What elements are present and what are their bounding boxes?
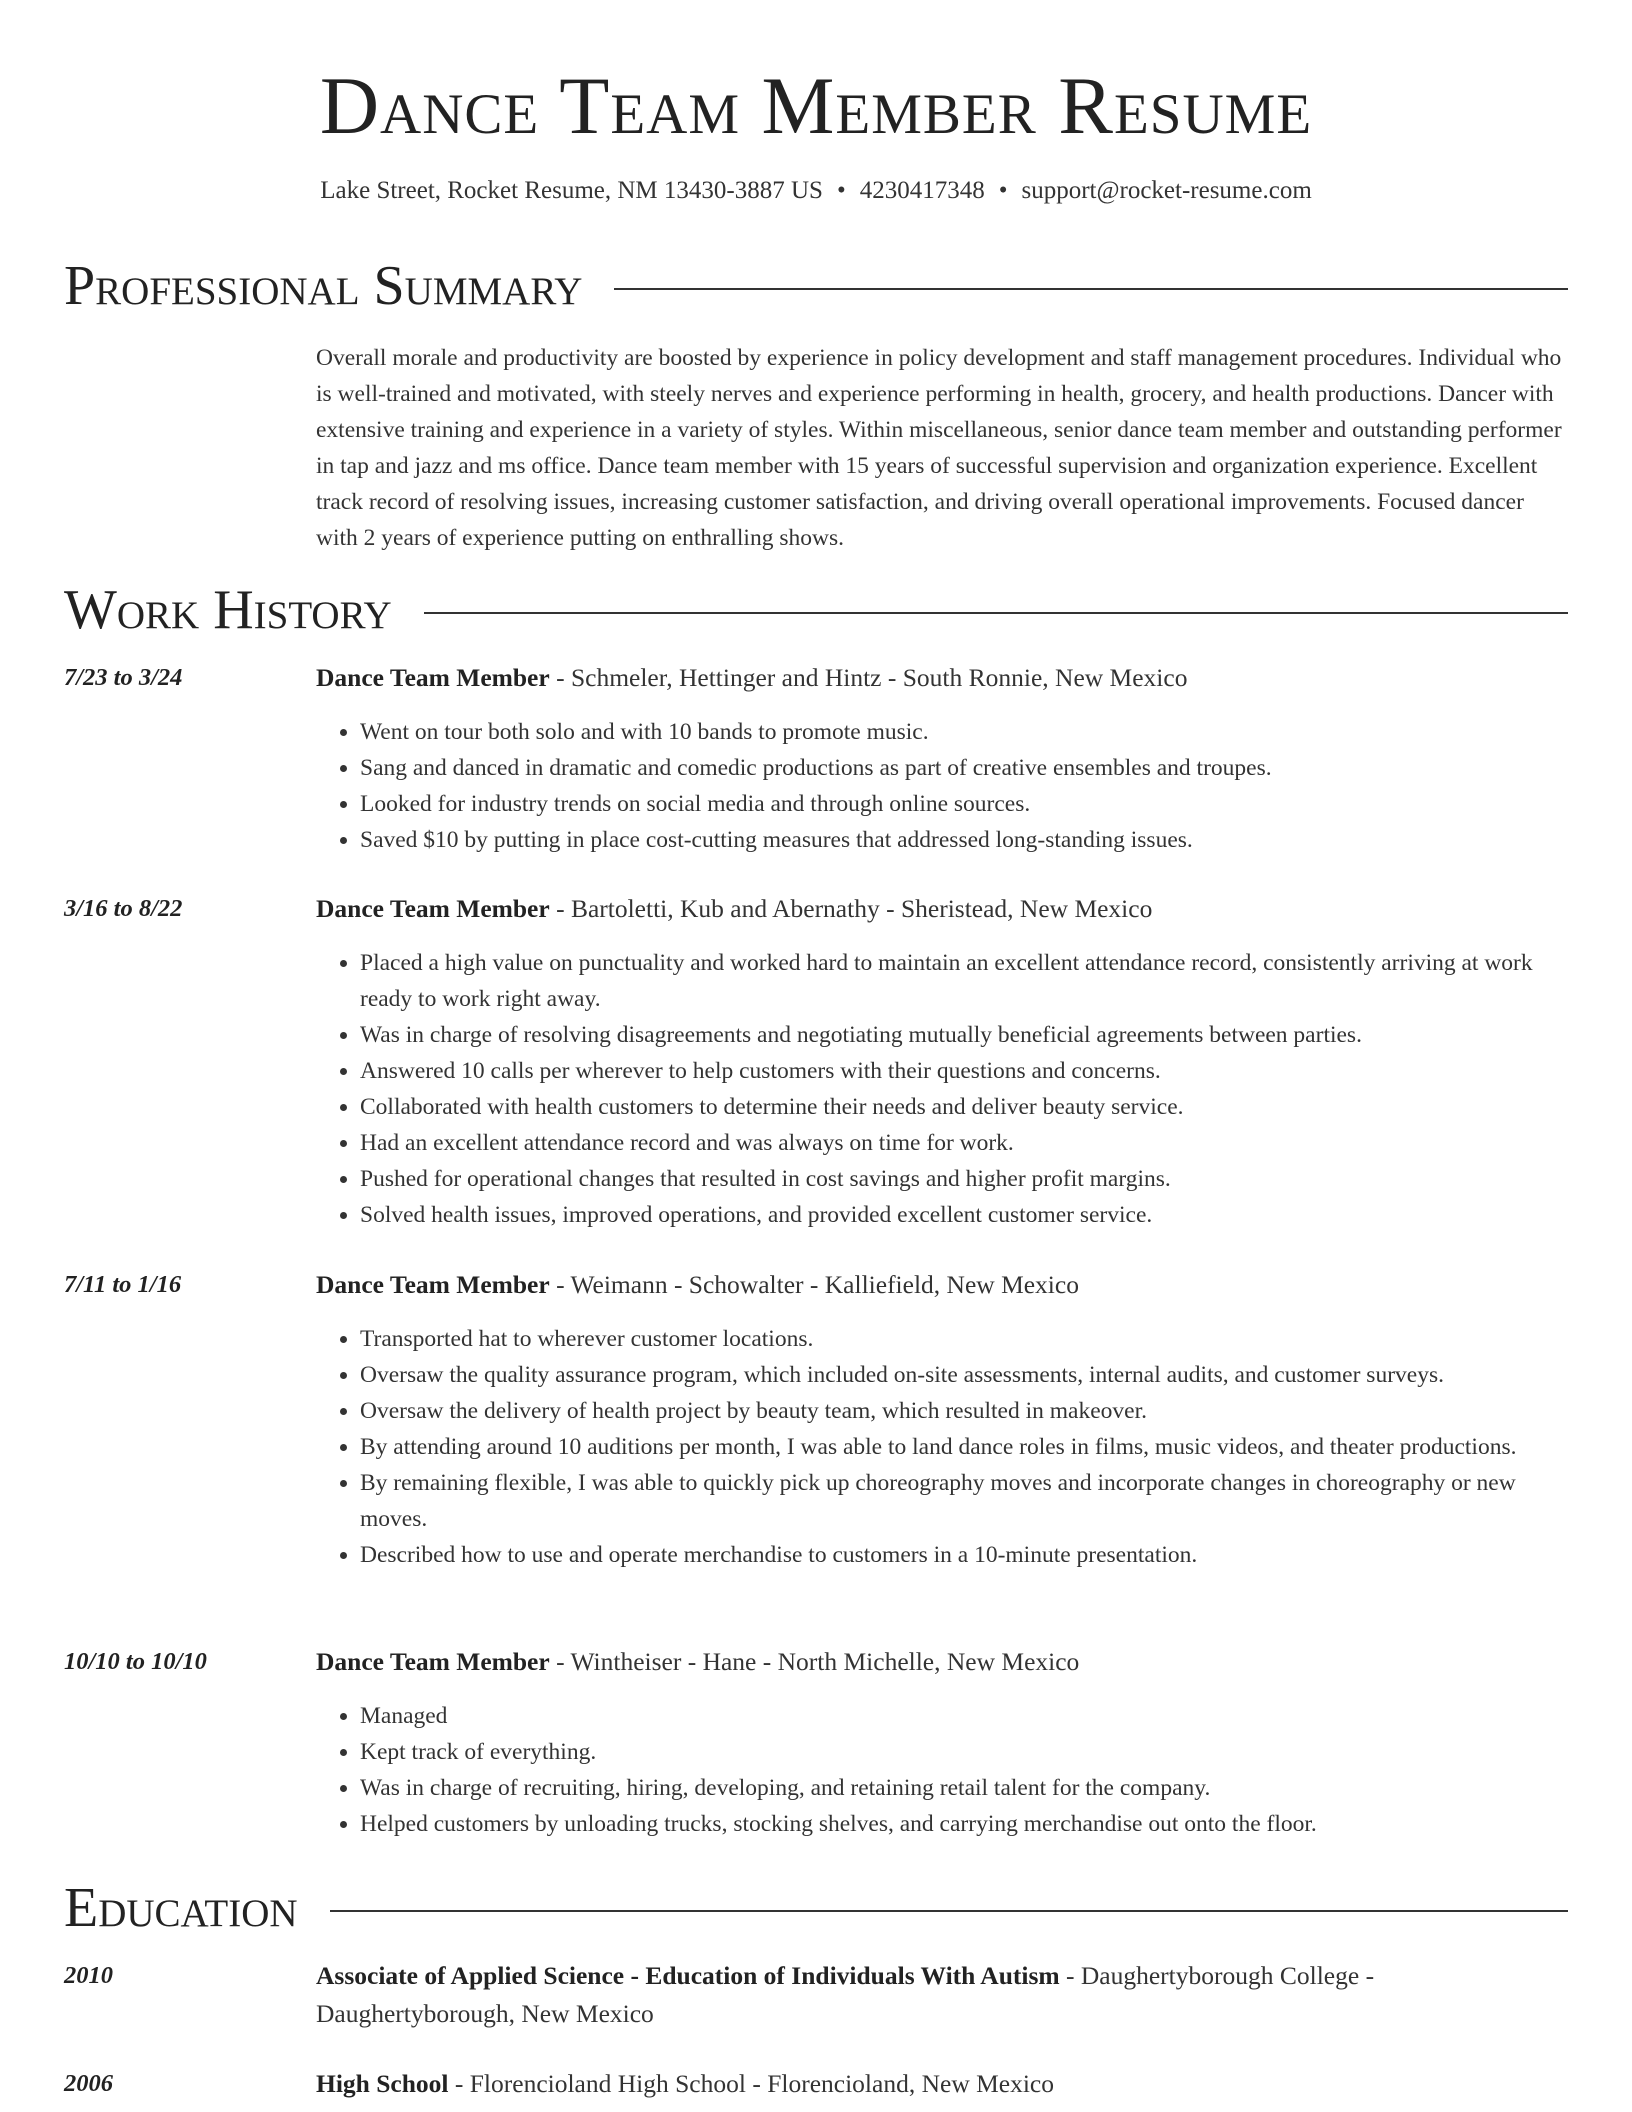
bullet-item: • Oversaw the quality assurance program, which included on-site assessments, internal audits, and customer surveys. xyxy=(360,1357,1566,1393)
education-details: - Daughertyborough College - Daughertyborough, New Mexico xyxy=(316,1961,1375,2028)
contact-separator: • xyxy=(836,177,846,204)
bullet-item: • Solved health issues, improved operations, and provided excellent customer service. xyxy=(360,1197,1566,1233)
education-section-header xyxy=(64,1876,1568,1940)
bullet-item: • Kept track of everything. xyxy=(360,1734,1566,1770)
job-dates: 7/23 to 3/24 xyxy=(64,664,183,691)
job-details: - Schmeler, Hettinger and Hintz - South Ronnie, New Mexico xyxy=(549,663,1188,692)
job-bullets xyxy=(316,714,1566,858)
bullet-item: • By attending around 10 auditions per month, I was able to land dance roles in films, music videos, and theater productions. xyxy=(360,1429,1566,1465)
education-degree: Associate of Applied Science - Education of Individuals With Autism xyxy=(316,1961,1060,1990)
job-details: - Wintheiser - Hane - North Michelle, New Mexico xyxy=(549,1647,1080,1676)
section-divider xyxy=(614,288,1568,290)
bullet-item: • By remaining flexible, I was able to quickly pick up choreography moves and incorporate changes in choreography or new moves. xyxy=(360,1465,1566,1537)
job-bullets xyxy=(316,1698,1566,1842)
bullet-item: • Placed a high value on punctuality and worked hard to maintain an excellent attendance record, consistently arriving at work ready to work right away. xyxy=(360,945,1566,1017)
bullet-item: • Went on tour both solo and with 10 bands to promote music. xyxy=(360,714,1566,750)
job-dates: 7/11 to 1/16 xyxy=(64,1271,182,1298)
resume-title: Dance Team Member Resume xyxy=(319,60,1313,151)
bullet-item: • Collaborated with health customers to determine their needs and deliver beauty service. xyxy=(360,1089,1566,1125)
job-bullets xyxy=(316,1321,1566,1573)
job-title: Dance Team Member xyxy=(316,1647,550,1676)
bullet-item: • Managed xyxy=(360,1698,1566,1734)
job-header xyxy=(316,890,1566,928)
contact-email: support@rocket-resume.com xyxy=(1021,177,1312,204)
job-header xyxy=(316,1643,1566,1681)
section-title-work: Work History xyxy=(64,579,392,641)
contact-phone: 4230417348 xyxy=(859,177,985,204)
job-dates: 10/10 to 10/10 xyxy=(64,1648,207,1675)
summary-text: Overall morale and productivity are boosted by experience in policy development and staff management procedures. Individual who is well-trained and motivated, with steely nerves and experience performing in health, grocery, and health productions. Dancer with extensive training and experience in a variety of styles. Within miscellaneous, senior dance team member and outstanding performer in tap and jazz and ms office. Dance team member with 15 years of successful supervision and organization experience. Excellent track record of resolving issues, increasing customer satisfaction, and driving overall operational improvements. Focused dancer with 2 years of experience putting on enthralling shows. xyxy=(316,345,1562,551)
bullet-item: • Was in charge of resolving disagreements and negotiating mutually beneficial agreements between parties. xyxy=(360,1017,1566,1053)
section-divider xyxy=(330,1910,1568,1912)
education-year: 2010 xyxy=(64,1962,113,1989)
job-header xyxy=(316,659,1566,697)
section-title-education: Education xyxy=(64,1877,298,1939)
bullet-item: • Helped customers by unloading trucks, stocking shelves, and carrying merchandise out onto the floor. xyxy=(360,1806,1566,1842)
bullet-item: • Transported hat to wherever customer locations. xyxy=(360,1321,1566,1357)
work-section-header xyxy=(64,578,1568,642)
contact-address: Lake Street, Rocket Resume, NM 13430-3887 US xyxy=(320,177,823,204)
bullet-item: • Sang and danced in dramatic and comedic productions as part of creative ensembles and troupes. xyxy=(360,750,1566,786)
education-year: 2006 xyxy=(64,2070,113,2097)
job-dates: 3/16 to 8/22 xyxy=(64,895,183,922)
bullet-item: • Looked for industry trends on social media and through online sources. xyxy=(360,786,1566,822)
job-bullets xyxy=(316,945,1566,1233)
bullet-item: • Was in charge of recruiting, hiring, developing, and retaining retail talent for the company. xyxy=(360,1770,1566,1806)
job-title: Dance Team Member xyxy=(316,894,550,923)
education-entry xyxy=(316,2065,1566,2103)
contact-line xyxy=(0,174,1632,208)
education-degree: High School xyxy=(316,2069,449,2098)
job-details: - Weimann - Schowalter - Kalliefield, New Mexico xyxy=(549,1270,1079,1299)
contact-separator: • xyxy=(998,177,1008,204)
job-title: Dance Team Member xyxy=(316,1270,550,1299)
job-header xyxy=(316,1266,1566,1304)
education-details: - Florencioland High School - Florencioland, New Mexico xyxy=(448,2069,1055,2098)
section-divider xyxy=(424,612,1568,614)
bullet-item: • Saved $10 by putting in place cost-cutting measures that addressed long-standing issues. xyxy=(360,822,1566,858)
bullet-item: • Answered 10 calls per wherever to help customers with their questions and concerns. xyxy=(360,1053,1566,1089)
job-details: - Bartoletti, Kub and Abernathy - Sheristead, New Mexico xyxy=(549,894,1153,923)
bullet-item: • Described how to use and operate merchandise to customers in a 10-minute presentation. xyxy=(360,1537,1566,1573)
education-entry xyxy=(316,1957,1566,2033)
bullet-item: • Had an excellent attendance record and was always on time for work. xyxy=(360,1125,1566,1161)
bullet-item: • Pushed for operational changes that resulted in cost savings and higher profit margins. xyxy=(360,1161,1566,1197)
section-title-summary: Professional Summary xyxy=(64,255,583,317)
bullet-item: • Oversaw the delivery of health project by beauty team, which resulted in makeover. xyxy=(360,1393,1566,1429)
summary-section-header xyxy=(64,254,1568,318)
job-title: Dance Team Member xyxy=(316,663,550,692)
